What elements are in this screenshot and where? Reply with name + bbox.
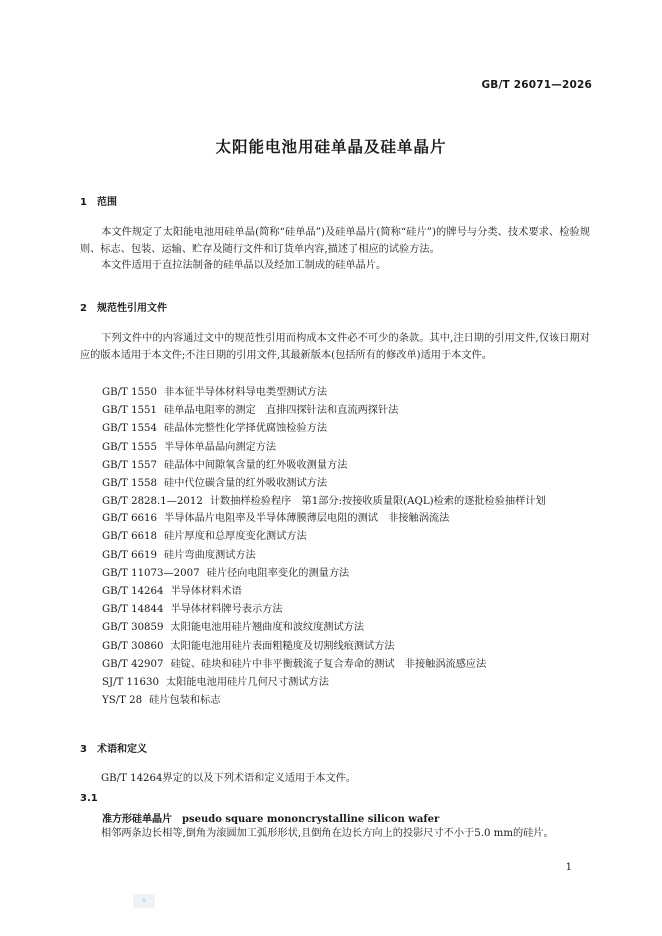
watermark-logo-icon: ◆ <box>133 894 155 908</box>
reference-item <box>80 528 590 546</box>
section-1-paragraph-1-text: 本文件规定了太阳能电池用硅单晶(简称“硅单晶”)及硅单晶片(简称“硅片”)的牌号与分类、技术要求、检验规则、标志、包装、运输、贮存及随行文件和订货单内容,描述了相应的试验方法。 <box>80 227 590 255</box>
reference-code: GB/T 1554 <box>102 423 158 435</box>
term-number: 3.1 <box>80 793 98 804</box>
reference-code: SJ/T 11630 <box>102 677 159 689</box>
term-chinese: 准方形硅单晶片 <box>102 814 172 825</box>
section-2-heading <box>80 299 167 314</box>
section-3-intro <box>80 771 590 788</box>
reference-code: GB/T 6616 <box>102 513 158 525</box>
reference-code: GB/T 42907 <box>102 658 164 670</box>
reference-code: GB/T 30860 <box>102 640 164 652</box>
reference-code: YS/T 28 <box>102 695 143 707</box>
reference-list <box>80 384 590 710</box>
section-1-paragraph-2 <box>80 258 590 275</box>
page-number: 1 <box>565 862 572 873</box>
reference-code: GB/T 1558 <box>102 478 158 490</box>
reference-item <box>80 384 590 402</box>
document-title: 太阳能电池用硅单晶及硅单晶片 <box>215 138 447 156</box>
reference-item <box>80 583 590 601</box>
reference-title: 太阳能电池用硅片几何尺寸测试方法 <box>165 677 329 689</box>
reference-item <box>80 439 590 457</box>
reference-title: 硅片弯曲度测试方法 <box>164 549 256 561</box>
reference-item <box>80 674 590 692</box>
reference-code: GB/T 6618 <box>102 531 158 543</box>
reference-title: 硅中代位碳含量的红外吸收测试方法 <box>164 478 328 490</box>
reference-item <box>80 547 590 565</box>
standard-code: GB/T 26071—2026 <box>481 79 592 91</box>
reference-item <box>80 601 590 619</box>
reference-title: 硅片包装和标志 <box>149 695 221 707</box>
reference-code: GB/T 11073—2007 <box>102 567 200 579</box>
section-2-title: 规范性引用文件 <box>97 303 167 314</box>
section-3-intro-text: GB/T 14264界定的以及下列术语和定义适用于本文件。 <box>101 773 357 784</box>
term-definition <box>80 826 590 843</box>
reference-code: GB/T 14844 <box>102 604 164 616</box>
reference-item <box>80 656 590 674</box>
reference-code: GB/T 2828.1—2012 <box>102 496 203 508</box>
reference-item <box>80 420 590 438</box>
reference-code: GB/T 1557 <box>102 459 158 471</box>
section-2-intro <box>80 331 590 364</box>
section-1-paragraph-1 <box>80 225 590 258</box>
reference-title: 太阳能电池用硅片表面粗糙度及切割线痕测试方法 <box>170 640 395 652</box>
reference-code: GB/T 1555 <box>102 441 158 453</box>
reference-title: 计数抽样检验程序 第1部分:按接收质量限(AQL)检索的逐批检验抽样计划 <box>209 496 546 508</box>
reference-item <box>80 457 590 475</box>
reference-title: 半导体材料牌号表示方法 <box>170 604 283 616</box>
term-heading <box>102 810 439 825</box>
reference-code: GB/T 14264 <box>102 586 164 598</box>
reference-item <box>80 493 590 510</box>
reference-title: 非本征半导体材料导电类型测试方法 <box>164 387 328 398</box>
section-1-title: 范围 <box>97 197 117 208</box>
reference-item <box>80 619 590 637</box>
reference-title: 硅片径向电阻率变化的测量方法 <box>206 567 350 579</box>
reference-title: 硅晶体中间隙氧含量的红外吸收测量方法 <box>164 459 348 471</box>
term-english: pseudo square mononcrystalline silicon wafer <box>182 814 440 825</box>
reference-title: 太阳能电池用硅片翘曲度和波纹度测试方法 <box>170 622 365 634</box>
reference-item <box>80 510 590 528</box>
reference-code: GB/T 6619 <box>102 549 158 561</box>
reference-title: 半导体晶片电阻率及半导体薄膜薄层电阻的测试 非接触涡流法 <box>164 513 450 525</box>
section-1-paragraph-2-text: 本文件适用于直拉法制备的硅单晶以及经加工制成的硅单晶片。 <box>101 260 387 271</box>
reference-title: 硅单晶电阻率的测定 直排四探针法和直流两探针法 <box>164 405 399 417</box>
term-definition-text: 相邻两条边长相等,倒角为滚圆加工弧形形状,且倒角在边长方向上的投影尺寸不小于5.0 mm的硅片。 <box>101 828 554 839</box>
reference-item <box>80 638 590 656</box>
section-3-heading <box>80 740 147 755</box>
reference-item <box>80 475 590 493</box>
reference-title: 半导体材料术语 <box>170 586 242 598</box>
section-1-number: 1 <box>80 197 87 208</box>
reference-title: 半导体单晶晶向测定方法 <box>164 441 277 453</box>
reference-code: GB/T 30859 <box>102 622 164 634</box>
reference-title: 硅晶体完整性化学择优腐蚀检验方法 <box>164 423 328 435</box>
reference-item <box>80 692 590 710</box>
section-3-title: 术语和定义 <box>97 744 147 755</box>
section-3-number: 3 <box>80 744 87 755</box>
section-2-number: 2 <box>80 303 87 314</box>
reference-title: 硅锭、硅块和硅片中非平衡载流子复合寿命的测试 非接触涡流感应法 <box>170 658 487 670</box>
reference-item <box>80 402 590 420</box>
section-2-intro-text: 下列文件中的内容通过文中的规范性引用而构成本文件必不可少的条款。其中,注日期的引用文件,仅该日期对应的版本适用于本文件;不注日期的引用文件,其最新版本(包括所有的修改单)适用于本文件。 <box>80 333 590 361</box>
reference-code: GB/T 1551 <box>102 405 158 417</box>
reference-item <box>80 565 590 583</box>
reference-code: GB/T 1550 <box>102 387 158 398</box>
reference-title: 硅片厚度和总厚度变化测试方法 <box>164 531 307 543</box>
section-1-heading <box>80 193 117 208</box>
